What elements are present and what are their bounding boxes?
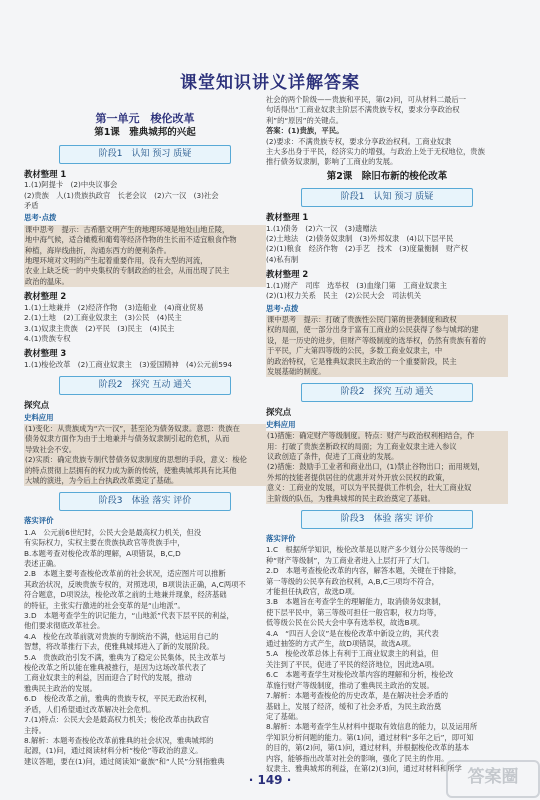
evaluation-line: 1.A 公元前6世纪时，公民大会是最高权力机关，但没 — [24, 527, 202, 537]
evaluation-line: 定了基础。 — [266, 711, 303, 721]
evaluation-line: 矛盾，人们希望通过改革解决社会危机。 — [24, 704, 156, 714]
evaluation-line: 5.A 贵族政治引发不满，雅典为了稳定公民集体，民主改革与 — [24, 652, 226, 662]
explore-line: 议政创造了条件，促进了工商业的发展。 — [267, 451, 399, 461]
evaluation-line: 他们要求彻底改革社会。 — [24, 621, 105, 631]
evaluation-line: 其政治状况，反映贵族专权的，对照选项，B项说法正确，A,C两项不 — [24, 579, 246, 589]
material-2-heading: 教材整理 2 — [24, 291, 67, 302]
evaluation-line: 才能担任执政官，故选D项。 — [266, 587, 360, 597]
explore-line: 大城的演进，为今后上台执政改革奠定了基础。 — [25, 475, 179, 485]
evaluation-line: 起源，(1)问，通过阅读材料分析“梭伦”等政治的意义。 — [24, 746, 203, 756]
material-1-heading: 教材整理 1 — [24, 168, 67, 179]
explore-line: 主阶级的队伍，为雅典城邦的民主政治奠定了基础。 — [267, 493, 435, 503]
explore-line: 导致社会不安。 — [25, 444, 77, 454]
evaluation-line: 表述正确。 — [24, 559, 61, 568]
evaluation-line: 关注到了平民，促进了平民的经济地位，因此选A项。 — [266, 659, 439, 669]
evaluation-line: 雅典民主政治的发展。 — [24, 683, 97, 693]
evaluation-line: 4.A “四百人会议”是在梭伦改革中新设立的，其代表 — [266, 628, 439, 638]
material-1-line: (2)贵族 人(1)贵族执政官 长老会议 (2)六一汉 (3)社会 — [24, 190, 219, 200]
material-3-heading: 教材整理 3 — [24, 348, 67, 359]
explore-line: 意义：工商业的发展，可以为平民提供工作机会，壮大工商业奴 — [267, 483, 472, 493]
continued-line: 利”的“原因”的关键点。 — [266, 115, 344, 125]
evaluation-line: B.本题考查对梭伦改革的理解，A项错误，B,C,D — [24, 548, 181, 558]
material-2-line: 3.(1)奴隶主贵族 (2)平民 (3)民主 (4)民主 — [24, 323, 175, 333]
material-1-line: 矛盾 — [24, 201, 39, 211]
think-block — [24, 225, 266, 287]
continued-line: 社会的两个阶级——贵族和平民，第(2)问，可从材料二最后一 — [266, 95, 467, 104]
stage-3-banner: 阶段3 体验 落实 评价 — [59, 492, 231, 511]
explore-line: (1)措施：确定财产等级制度。特点：财产与政治权利相结合，作 — [267, 431, 475, 441]
think-line: 种植，海岸线曲折，沟通东西方的便利条件。 — [25, 245, 171, 255]
evaluation-line: 2.D 本题考查梭伦改革的内容，解答本题，关键在于排除， — [266, 566, 462, 576]
think-line: 农业上缺乏统一的中央集权的专制政治的社会，从而出现了民主 — [25, 266, 230, 276]
continued-line: 主大多出身于平民，经济实力的增强，与政治上处于无权地位，贵族 — [266, 147, 485, 157]
stage-2-banner: 阶段2 探究 互动 通关 — [59, 376, 231, 395]
evaluation-line: 智慧，将改革推行下去，使雅典城邦进入了新的发展阶段。 — [24, 642, 214, 652]
material-2-line: 4.(1)贵族专权 — [24, 333, 71, 343]
think-heading: 思考·点拨 — [266, 303, 299, 313]
think-heading: 思考·点拨 — [24, 213, 57, 223]
stage-2-banner: 阶段2 探究 互动 通关 — [301, 383, 473, 402]
material-2-line: (2)(1)权力关系 民主 (2)公民大会 司法机关 — [266, 291, 422, 301]
evaluation-block — [24, 528, 266, 767]
evaluation-line: 工商业奴隶主的利益，因而迎合了时代的发展，推动 — [24, 673, 192, 683]
evaluation-line: 种“财产等级制”，为工商业者进入上层打开了大门。 — [266, 555, 435, 565]
evaluation-line: 6.C 本题考查学生对梭伦改革内容的理解和分析，梭伦改 — [266, 670, 454, 680]
source-application-heading: 史料应用 — [266, 419, 296, 429]
lesson-2-heading: 第2课 除旧布新的梭伦改革 — [326, 170, 448, 182]
explore-line: 外邦的技能者提供居住的优惠并对外开放公民权的政策， — [267, 472, 450, 482]
material-1-heading: 教材整理 1 — [266, 212, 309, 223]
evaluation-line: 学知识分析问题的能力。第(1)问，通过材料“多年之后”，即可知 — [266, 732, 474, 742]
evaluation-line: 主持。 — [24, 725, 46, 735]
evaluation-line: 的目的，第(2)问，第(1)问，通过材料，并根据梭伦改革的基本 — [266, 743, 470, 753]
explore-line: 用：打破了贵族垄断政权的局面；为工商业奴隶主进入参议 — [267, 441, 457, 451]
explore-line: (2)措施：鼓励手工业者和商业出口，(1)禁止谷物出口；而用规划， — [267, 462, 485, 472]
right-column — [266, 95, 508, 774]
continued-line: 答案：(1)贵族，平民。 — [266, 126, 344, 136]
material-2-line: 1.(1)财产 司库 选举权 (3)血缘门第 工商业奴隶主 — [266, 280, 447, 290]
evaluation-line: 7.解析：本题考查梭伦的历史改革，是在解决社会矛盾的 — [266, 691, 449, 701]
lesson-1-heading: 第1课 雅典城邦的兴起 — [94, 127, 196, 139]
continued-line: 句话得出“工商业奴隶主阶层不满贵族专权，要求分享政治权 — [266, 105, 460, 115]
stage-3-banner: 阶段3 体验 落实 评价 — [301, 510, 473, 529]
evaluation-line: 3.B 本题旨在考查学生的理解能力，取消债务奴隶制， — [266, 597, 446, 607]
explore-heading: 探究点 — [24, 400, 50, 411]
explore-heading: 探究点 — [266, 407, 292, 418]
think-line: 课中思考 提示：打破了贵族性公民门第的世袭制度和政权 — [267, 314, 457, 324]
unit-heading: 第一单元 梭伦改革 — [95, 112, 195, 125]
material-1-line: 1.(1)阿提卡 (2)中央议事会 — [24, 180, 118, 190]
material-1-line: 1.(1)债务 (2)六一汉 (3)遗赠法 — [266, 223, 377, 233]
watermark-logo: 答案圈 — [446, 760, 540, 798]
explore-line: (1)变化：从贵族成为“六一汉”，甚至沦为债务奴隶。意思：贵族在 — [25, 423, 240, 433]
think-line: 地理环境对文明的产生起着重要作用，没有大型的河流， — [25, 256, 208, 266]
page-title: 课堂知识讲义详解答案 — [180, 73, 360, 93]
explore-line: 债务奴隶方面作为由于土地兼并与债务奴隶制引起的危机，从而 — [25, 434, 230, 444]
explore-block — [266, 431, 508, 504]
material-1-line: (2)土地法 (2)债务奴隶制 (3)外邦奴隶 (4)以下层平民 — [266, 234, 454, 244]
evaluation-line: 1.C 根据所学知识，梭伦改革是以财产多少划分公民等级的一 — [266, 545, 468, 555]
evaluation-line: 8.解析：本题考查学生从材料中提取有效信息的能力，以及运用所 — [266, 722, 478, 732]
think-line: 政治的温床。 — [25, 276, 69, 286]
think-line: 权的局面，使一部分出身于富有工商业的公民获得了参与城邦的建 — [267, 325, 479, 335]
think-line: 于平民，广大第四等级的公民，多数工商业奴隶主，中 — [267, 346, 443, 356]
evaluation-block — [266, 545, 508, 774]
page-number: · 149 · — [248, 773, 292, 787]
evaluation-line: 梭伦改革之所以能在雅典被推行，是因为这场改革代表了 — [24, 663, 207, 673]
evaluation-line: 3.D 本题考查学生的识记能力，“山地派”代表下层平民的利益， — [24, 611, 234, 621]
explore-line: (2)实质：确定贵族专制代替债务奴隶制度的思想的手段，意义：梭伦 — [25, 455, 247, 465]
evaluation-line: 符合题意，D项说法，梭伦改革之前的土地兼并现象，经济基础 — [24, 590, 227, 600]
evaluation-line: 7.(1)特点：公民大会是最高权力机关；梭伦改革由执政官 — [24, 715, 210, 725]
evaluation-line: 革施行财产等级制度，推动了雅典民主政治的发展。 — [266, 680, 434, 690]
think-block — [266, 315, 508, 377]
evaluation-line: 内容，能够指出改革对社会的影响，强化了民主的作用。 — [266, 753, 449, 763]
source-application-heading: 史料应用 — [24, 412, 54, 422]
evaluation-line: 有实际权力，实权主要在贵族执政官等贵族手中， — [24, 538, 185, 548]
material-2-line: 1.(1)土地兼并 (2)经济作物 (3)造船业 (4)商业贸易 — [24, 302, 204, 312]
explore-line: 的特点贯彻上层拥有的权力成为新的传统，使雅典城邦具有比其他 — [25, 465, 237, 475]
think-line: 的政治特权，它是雅典奴隶民主政治的一个重要阶段，民主 — [267, 356, 457, 366]
explore-block — [24, 424, 266, 486]
material-1-line: (4)私有制 — [266, 254, 299, 264]
material-1-line: (2)(1)粮食 经济作物 (2)手艺 技术 (3)度量衡制 财产权 — [266, 244, 468, 254]
material-3-line: 1.(1)梭伦改革 (2)工商业奴隶主 (3)爱国精神 (4)公元前594 — [24, 359, 233, 369]
evaluation-line: 基础上，发展了经济，缓和了社会矛盾，为民主政治奠 — [266, 701, 442, 711]
stage-1-banner: 阶段1 认知 预习 质疑 — [301, 188, 473, 207]
evaluation-line: 建议答题，要在(1)问，通过阅读知“豪族”和“人民”分别指雅典 — [24, 756, 225, 766]
evaluation-heading: 落实评价 — [24, 516, 54, 526]
evaluation-line: 2.B 本题主要考查梭伦改革前的社会状况，适应图片可以推断 — [24, 569, 226, 579]
think-line: 课中思考 提示：古希腊文明产生的地理环境是地处山地丘陵， — [25, 224, 230, 234]
think-line: 地中海气候，适合橄榄和葡萄等经济作物的生长而不适宜粮食作物 — [25, 235, 237, 245]
continued-line: (2)要求：不满贵族专权，要求分享政治权利。工商业奴隶 — [266, 136, 452, 146]
evaluation-line: 奴隶主、雅典城邦的利益，在第(2)(3)问，通过对材料和所学 — [266, 763, 462, 773]
material-2-line: 2.(1)土地 (2)工商业奴隶主 (3)公民 (4)民主 — [24, 313, 182, 323]
evaluation-line: 6.D 梭伦改革之前，雅典的贵族专权，平民无政治权利， — [24, 694, 212, 704]
continued-line: 推行债务奴隶制，影响了工商业的发展。 — [266, 157, 398, 167]
evaluation-line: 通过抽签的方式产生，故D项错误，故选A项。 — [266, 639, 416, 649]
evaluation-heading: 落实评价 — [266, 534, 296, 543]
evaluation-line: 8.解析：本题考查梭伦改革前雅典的社会状况，雅典城邦的 — [24, 735, 214, 745]
think-line: 设，是一历史的进步，但财产等级制度的选举权，仍然有贵族有着的 — [267, 335, 486, 345]
evaluation-line: 5.A 梭伦改革总体上有利于工商业奴隶主的利益，但 — [266, 649, 439, 659]
think-line: 发展基础的制度。 — [267, 366, 326, 376]
evaluation-line: 4.A 梭伦在改革前就对贵族的专制统治不满，他运用自己的 — [24, 631, 219, 641]
stage-1-banner: 阶段1 认知 预习 质疑 — [59, 145, 231, 164]
evaluation-line: 低等级公民在公民大会中享有选举权，故选B项。 — [266, 618, 425, 628]
material-2-heading: 教材整理 2 — [266, 269, 309, 280]
evaluation-line: 第一等级的公民享有政治权利，A,B,C三项均不符合， — [266, 576, 439, 586]
evaluation-line: 的特征，主张实行激进的社会变革的是“山地派”。 — [24, 600, 185, 610]
left-column — [24, 108, 266, 767]
evaluation-line: 使下层平民中，第三等级可担任一般官职，权力均等， — [266, 607, 442, 617]
